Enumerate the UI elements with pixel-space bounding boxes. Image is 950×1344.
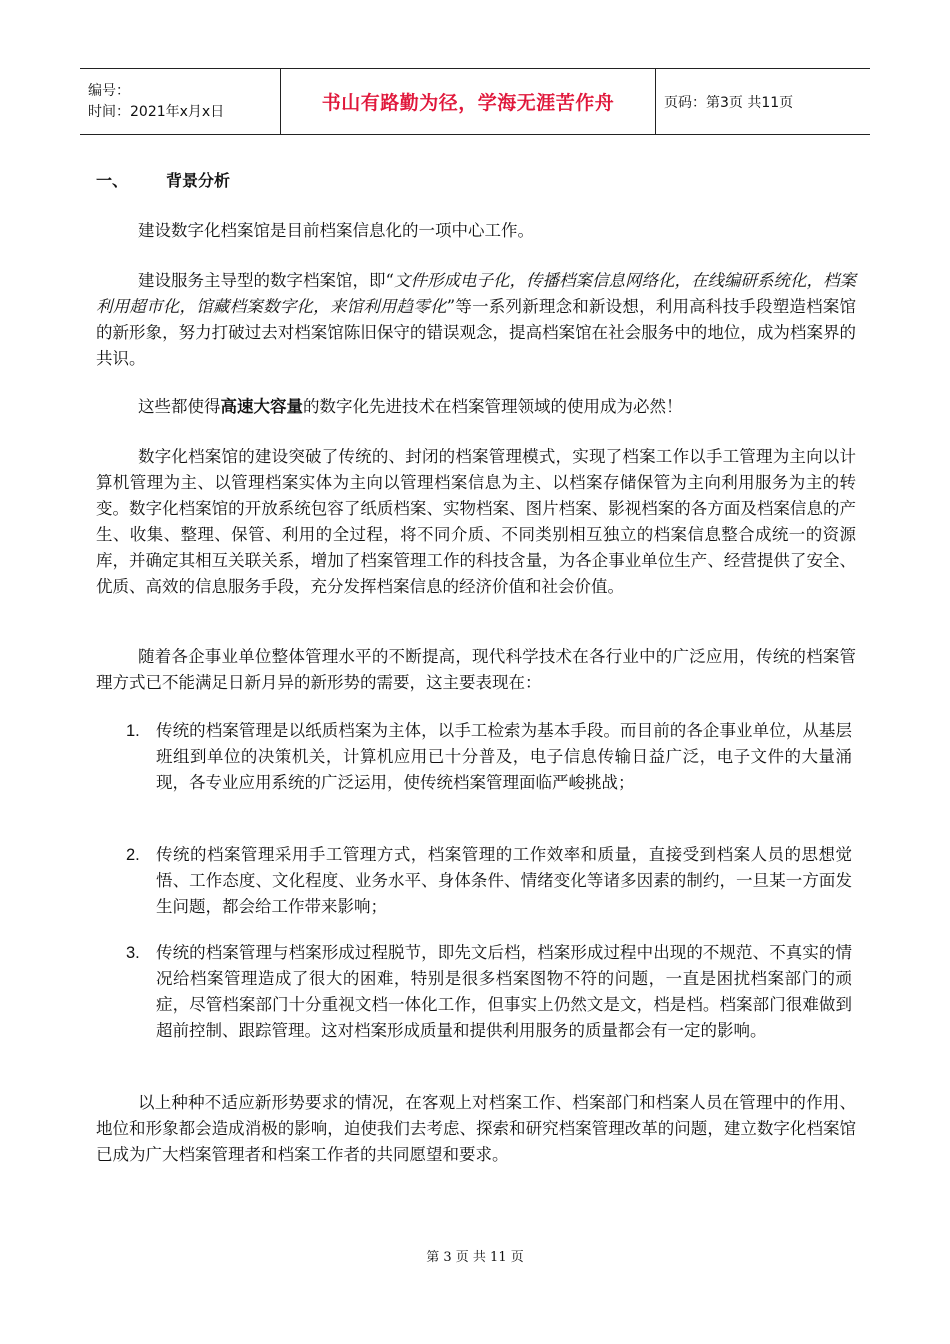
paragraph-2 — [96, 268, 856, 372]
page-code: 页码：第3页 共11页 — [664, 94, 794, 111]
paragraph-3-bold: 高速大容量 — [220, 397, 303, 416]
paragraph-3-tail: 的数字化先进技术在档案管理领域的使用成为必然！ — [303, 397, 683, 416]
page-header — [80, 68, 870, 135]
paragraph-5: 随着各企事业单位整体管理水平的不断提高，现代科学技术在各行业中的广泛应用，传统的档案管理方式已不能满足日新月异的新形势的需要，这主要表现在： — [96, 647, 856, 692]
paragraph-6: 以上种种不适应新形势要求的情况，在客观上对档案工作、档案部门和档案人员在管理中的作用、地位和形象都会造成消极的影响，迫使我们去考虑、探索和研究档案管理改革的问题，建立数字化档案馆已成为广大档案管理者和档案工作者的共同愿望和要求。 — [96, 1093, 856, 1164]
list-item-text: 传统的档案管理与档案形成过程脱节，即先文后档，档案形成过程中出现的不规范、不真实的情况给档案管理造成了很大的困难，特别是很多档案图物不符的问题，一直是困扰档案部门的顽症，尽管档案部门十分重视文档一体化工作，但事实上仍然文是文，档是档。档案部门很难做到超前控制、跟踪管理。这对档案形成质量和提供利用服务的质量都会有一定的影响。 — [156, 943, 852, 1040]
header-page-code-cell — [656, 69, 870, 134]
paragraph-3 — [96, 394, 856, 420]
header-motto-cell — [280, 69, 656, 134]
list-item-text: 传统的档案管理是以纸质档案为主体，以手工检索为基本手段。而目前的各企事业单位，从基层班组到单位的决策机关，计算机应用已十分普及，电子信息传输日益广泛，电子文件的大量涌现，各专业应用系统的广泛运用，使传统档案管理面临严峻挑战； — [156, 721, 852, 792]
list-item-text: 传统的档案管理采用手工管理方式，档案管理的工作效率和质量，直接受到档案人员的思想觉悟、工作态度、文化程度、业务水平、身体条件、情绪变化等诸多因素的制约，一旦某一方面发生问题，都会给工作带来影响； — [156, 845, 852, 916]
list-item-number: 1. — [126, 722, 140, 740]
serial-label: 编号： — [88, 82, 130, 99]
section-title: 背景分析 — [166, 171, 231, 190]
list-item-number: 3. — [126, 944, 140, 962]
paragraph-3-lead: 这些都使得 — [138, 397, 221, 416]
paragraph-4: 数字化档案馆的建设突破了传统的、封闭的档案管理模式，实现了档案工作以手工管理为主向以计算机管理为主、以管理档案实体为主向以管理档案信息为主、以档案存储保管为主向利用服务为主的转变。数字化档案馆的开放系统包容了纸质档案、实物档案、图片档案、影视档案的各方面及档案信息的产生、收集、整理、保管、利用的全过程，将不同介质、不同类别相互独立的档案信息整合成统一的资源库，并确定其相互关联关系，增加了档案管理工作的科技含量，为各企事业单位生产、经营提供了安全、优质、高效的信息服务手段，充分发挥档案信息的经济价值和社会价值。 — [96, 447, 856, 596]
paragraph-1: 建设数字化档案馆是目前档案信息化的一项中心工作。 — [138, 221, 534, 240]
time-label: 时间：2021年x月x日 — [88, 103, 225, 120]
page-footer: 第 3 页 共 11 页 — [426, 1250, 524, 1265]
list-item-number: 2. — [126, 846, 140, 864]
paragraph-2-italic: 文件形成电子化，传播档案信息网络化，在线编研系统化，档案利用超市化，馆藏档案数字化，来馆利用趋零化 — [96, 271, 857, 316]
header-meta — [80, 69, 280, 134]
section-number: 一、 — [96, 171, 129, 190]
motto: 书山有路勤为径，学海无涯苦作舟 — [321, 92, 615, 114]
paragraph-2-tail: ”等一系列新理念和新设想，利用高科技手段塑造档案馆的新形象，努力打破过去对档案馆陈旧保守的错误观念，提高档案馆在社会服务中的地位，成为档案界的共识。 — [96, 297, 857, 368]
paragraph-2-lead: 建设服务主导型的数字档案馆，即“ — [138, 271, 394, 290]
